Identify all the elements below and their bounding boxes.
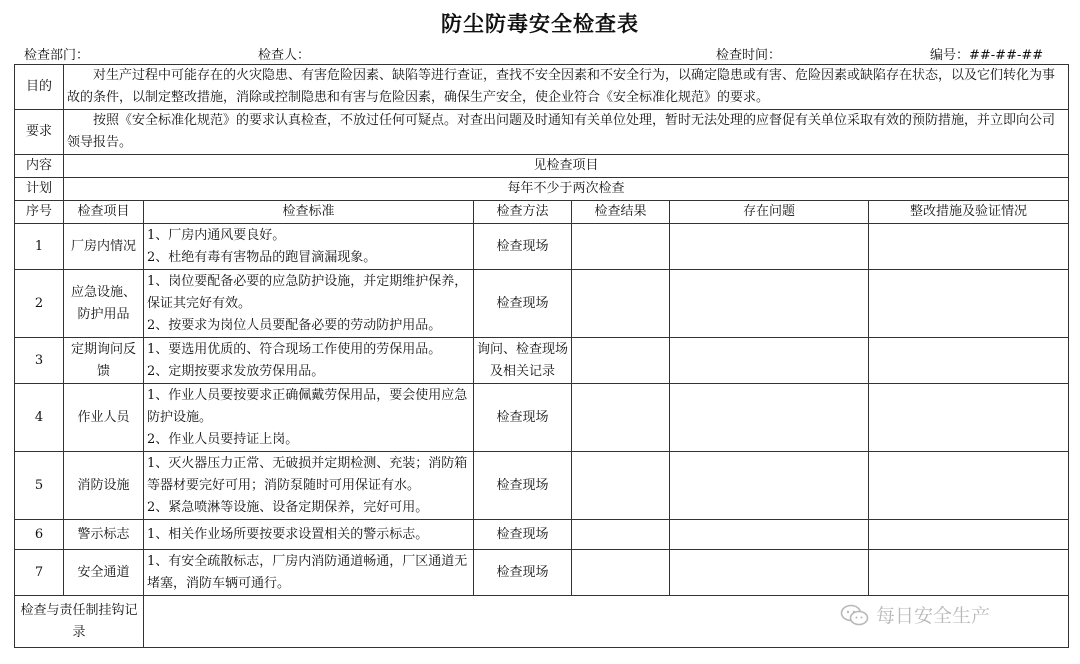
row-result [572,520,670,550]
purpose-row [15,65,1069,110]
row-item: 应急设施、防护用品 [64,270,144,338]
row-result [572,384,670,452]
row-item: 作业人员 [64,384,144,452]
watermark [840,601,990,628]
header-method: 检查方法 [474,201,572,224]
row-item: 消防设施 [64,452,144,520]
row-fix [869,384,1069,452]
row-method: 检查现场 [474,520,572,550]
header-standard: 检查标准 [144,201,474,224]
row-problem [670,452,869,520]
row-fix [869,452,1069,520]
table-row [15,338,1069,384]
row-standard: 1、相关作业场所要按要求设置相关的警示标志。 [144,520,474,550]
plan-row [15,178,1069,201]
wechat-icon [840,604,870,626]
row-standard: 1、要选用优质的、符合现场工作使用的劳保用品。 2、定期按要求发放劳保用品。 [144,338,474,384]
row-result [572,452,670,520]
header-problem: 存在问题 [670,201,869,224]
row-no: 2 [15,270,64,338]
requirement-row [15,110,1069,155]
row-no: 4 [15,384,64,452]
purpose-label: 目的 [15,65,64,110]
row-result [572,338,670,384]
plan-text: 每年不少于两次检查 [64,178,1069,201]
row-no: 3 [15,338,64,384]
row-standard: 1、厂房内通风要良好。 2、杜绝有毒有害物品的跑冒滴漏现象。 [144,224,474,270]
meta-dept: 检查部门： [24,48,90,63]
row-item: 厂房内情况 [64,224,144,270]
plan-label: 计划 [15,178,64,201]
row-method: 检查现场 [474,550,572,596]
row-problem [670,338,869,384]
table-row [15,550,1069,596]
row-result [572,270,670,338]
meta-inspector: 检查人： [258,48,311,63]
row-problem [670,224,869,270]
table-row [15,384,1069,452]
row-method: 检查现场 [474,224,572,270]
row-problem [670,550,869,596]
row-fix [869,270,1069,338]
content-row [15,155,1069,178]
table-row [15,452,1069,520]
row-standard: 1、有安全疏散标志，厂房内消防通道畅通，厂区通道无堵塞，消防车辆可通行。 [144,550,474,596]
requirement-label: 要求 [15,110,64,155]
row-method: 询问、检查现场及相关记录 [474,338,572,384]
inspection-table [14,64,1069,648]
row-no: 5 [15,452,64,520]
row-problem [670,384,869,452]
row-standard: 1、岗位要配备必要的应急防护设施，并定期维护保养，保证其完好有效。 2、按要求为岗位人员要配备必要的劳动防护用品。 [144,270,474,338]
meta-time: 检查时间： [716,48,782,63]
content-label: 内容 [15,155,64,178]
purpose-text: 对生产过程中可能存在的火灾隐患、有害危险因素、缺陷等进行查证，查找不安全因素和不安全行为，以确定隐患或有害、危险因素或缺陷存在状态，以及它们转化为事故的条件，以制定整改措施，消除或控制隐患和有害与危险因素，确保生产安全，使企业符合《安全标准化规范》的要求。 [64,65,1069,110]
document-title: 防尘防毒安全检查表 [441,12,639,36]
row-no: 7 [15,550,64,596]
table-row [15,520,1069,550]
row-standard: 1、作业人员要按要求正确佩戴劳保用品，要会使用应急防护设施。 2、作业人员要持证上岗。 [144,384,474,452]
row-method: 检查现场 [474,384,572,452]
header-row [15,201,1069,224]
row-item: 安全通道 [64,550,144,596]
row-no: 1 [15,224,64,270]
row-problem [670,520,869,550]
row-result [572,224,670,270]
row-method: 检查现场 [474,452,572,520]
header-item: 检查项目 [64,201,144,224]
row-item: 警示标志 [64,520,144,550]
watermark-text: 每日安全生产 [876,605,991,627]
table-row [15,270,1069,338]
header-no: 序号 [15,201,64,224]
row-method: 检查现场 [474,270,572,338]
meta-number: 编号：##-##-## [930,48,1044,63]
footer-label: 检查与责任制挂钩记录 [15,596,144,648]
row-fix [869,550,1069,596]
requirement-text: 按照《安全标准化规范》的要求认真检查，不放过任何可疑点。对查出问题及时通知有关单位处理，暂时无法处理的应督促有关单位采取有效的预防措施，并立即向公司领导报告。 [64,110,1069,155]
row-standard: 1、灭火器压力正常、无破损并定期检测、充装；消防箱等器材要完好可用；消防泵随时可用保证有水。 2、紧急喷淋等设施、设备定期保养，完好可用。 [144,452,474,520]
row-fix [869,224,1069,270]
table-row [15,224,1069,270]
header-fix: 整改措施及验证情况 [869,201,1069,224]
row-item: 定期询问反馈 [64,338,144,384]
row-result [572,550,670,596]
content-text: 见检查项目 [64,155,1069,178]
header-result: 检查结果 [572,201,670,224]
row-fix [869,520,1069,550]
row-fix [869,338,1069,384]
row-problem [670,270,869,338]
row-no: 6 [15,520,64,550]
